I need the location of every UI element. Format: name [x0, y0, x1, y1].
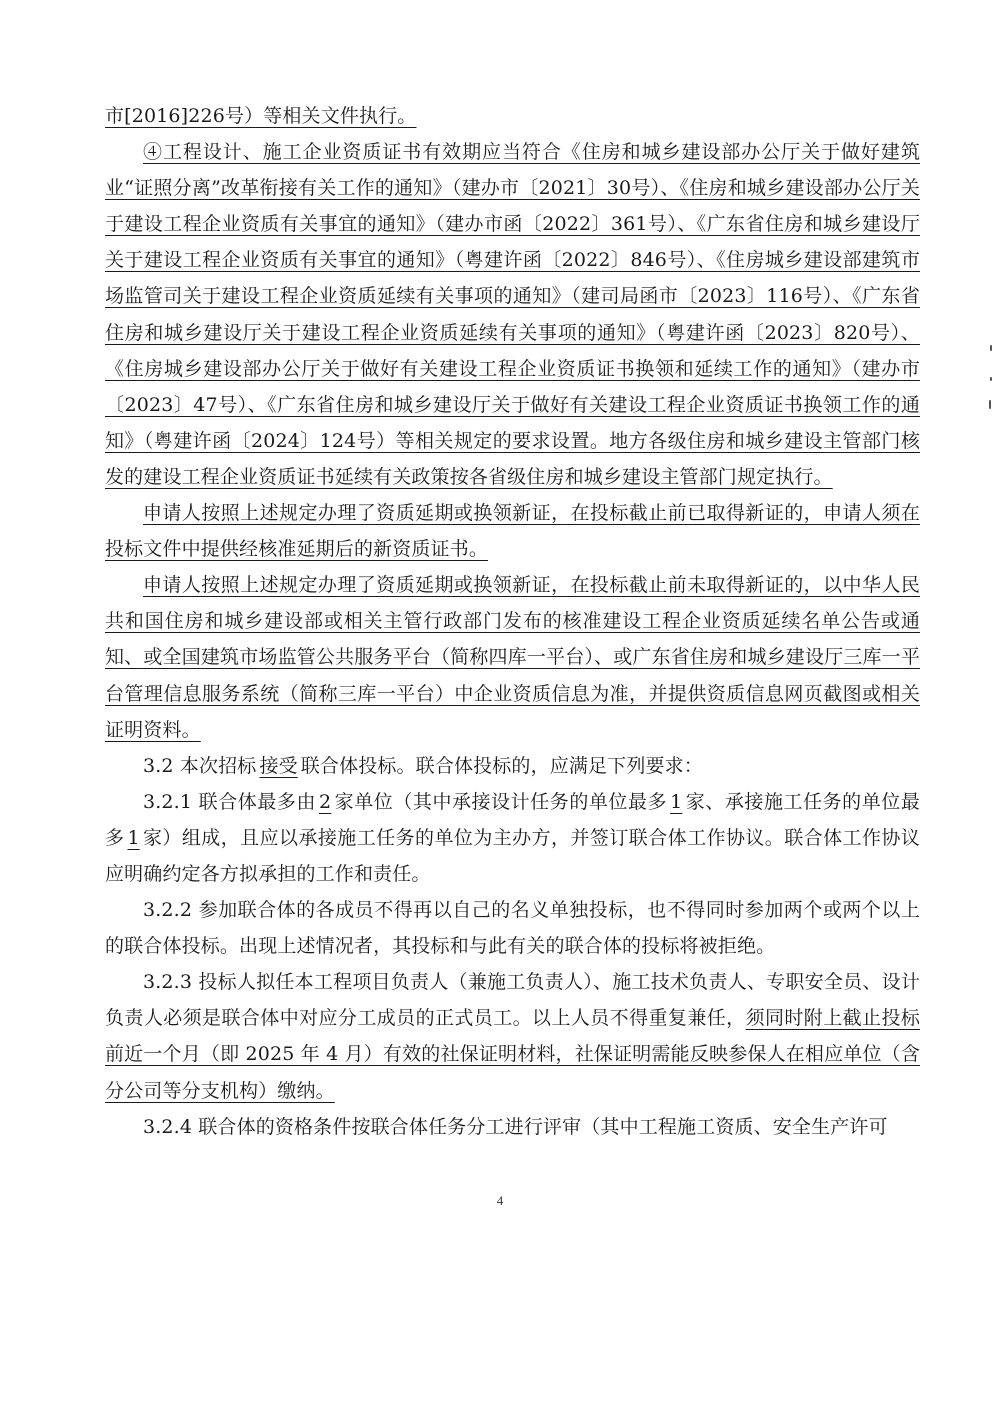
text-underlined: ④工程设计、施工企业资质证书有效期应当符合《住房和城乡建设部办公厅关于做好建筑业“证照分离”改革衔接有关工作的通知》（建办市〔2021〕30号）、《住房和城乡建设部办公厅关于建设工程企业资质有关事宜的通知》（建办市函〔2022〕361号）、《广东省住房和城乡建设厅关于建设工程企业资质有关事宜的通知》（粤建许函〔2022〕846号）、《住房城乡建设部建筑市场监管司关于建设工程企业资质延续有关事项的通知》（建司局函市〔2023〕116号）、《广东省住房和城乡建设厅关于建设工程企业资质延续有关事项的通知》（粤建许函〔2023〕820号）、《住房城乡建设部办公厅关于做好有关建设工程企业资质证书换领和延续工作的通知》（建办市〔2023〕47号）、《广东省住房和城乡建设厅关于做好有关建设工程企业资质证书换领工作的通知》（粤建许函〔2024〕124号）等相关规定的要求设置。地方各级住房和城乡建设主管部门核发的建设工程企业资质证书延续有关政策按各省级住房和城乡建设主管部门规定执行。 [105, 141, 920, 488]
text-plain: 联合体投标。联合体投标的，应满足下列要求： [300, 754, 703, 777]
scan-edge-mark [990, 345, 992, 351]
text-plain: 家）组成，且应以承接施工任务的单位为主办方，并签订联合体工作协议。联合体工作协议应明确约定各方拟承担的工作和责任。 [105, 826, 920, 885]
paragraph-new-certificate-obtained [105, 495, 920, 567]
scan-edge-mark [990, 377, 992, 381]
fill-blank: 2 [319, 790, 332, 813]
fill-blank: 1 [127, 826, 140, 849]
text-underlined: 须同时附上截止投标前近一个月（即 2025 年 4 月）有效的社保证明材料，社保证明需能反映参保人在相应单位（含分公司等分支机构）缴纳。 [105, 1007, 920, 1102]
text-plain: 家、承接施工任务的单位最多 [105, 790, 920, 849]
text-underlined: 市[2016]226号）等相关文件执行。 [105, 105, 417, 127]
text-plain: 3.2.2 参加联合体的各成员不得再以自己的名义单独投标，也不得同时参加两个或两个以上的联合体投标。出现上述情况者，其投标和与此有关的联合体的投标将被拒绝。 [105, 899, 920, 958]
paragraph-3-2 [105, 748, 920, 784]
text-plain: 3.2.1 联合体最多由 [143, 790, 317, 813]
text-underlined: 申请人按照上述规定办理了资质延期或换领新证，在投标截止前已取得新证的，申请人须在投标文件中提供经核准延期后的新资质证书。 [105, 502, 920, 561]
text-plain: 3.2 本次招标 [143, 754, 257, 777]
paragraph-3-2-2 [105, 892, 920, 964]
paragraph-3-2-4 [105, 1109, 920, 1145]
page-number: 4 [496, 1193, 504, 1208]
paragraph-qualification-validity [105, 134, 920, 495]
body-text [105, 98, 920, 1145]
paragraph-new-certificate-pending [105, 567, 920, 747]
text-plain: 3.2.4 联合体的资格条件按联合体任务分工进行评审（其中工程施工资质、安全生产许可 [143, 1115, 888, 1138]
text-plain: 家单位（其中承接设计任务的单位最多 [334, 790, 668, 813]
scan-edge-mark [989, 400, 991, 409]
fill-blank: 接受 [259, 754, 298, 777]
fill-blank: 1 [670, 790, 683, 813]
paragraph-3-2-3 [105, 964, 920, 1108]
paragraph-continuation [105, 98, 920, 134]
text-plain: 3.2.3 投标人拟任本工程项目负责人（兼施工负责人）、施工技术负责人、专职安全员、设计负责人必须是联合体中对应分工成员的正式员工。以上人员不得重复兼任， [105, 971, 920, 1030]
paragraph-3-2-1 [105, 784, 920, 892]
text-underlined: 申请人按照上述规定办理了资质延期或换领新证，在投标截止前未取得新证的，以中华人民共和国住房和城乡建设部或相关主管行政部门发布的核准建设工程企业资质延续名单公告或通知、或全国建筑市场监管公共服务平台（简称四库一平台）、或广东省住房和城乡建设厅三库一平台管理信息服务系统（简称三库一平台）中企业资质信息为准，并提供资质信息网页截图或相关证明资料。 [105, 574, 920, 741]
